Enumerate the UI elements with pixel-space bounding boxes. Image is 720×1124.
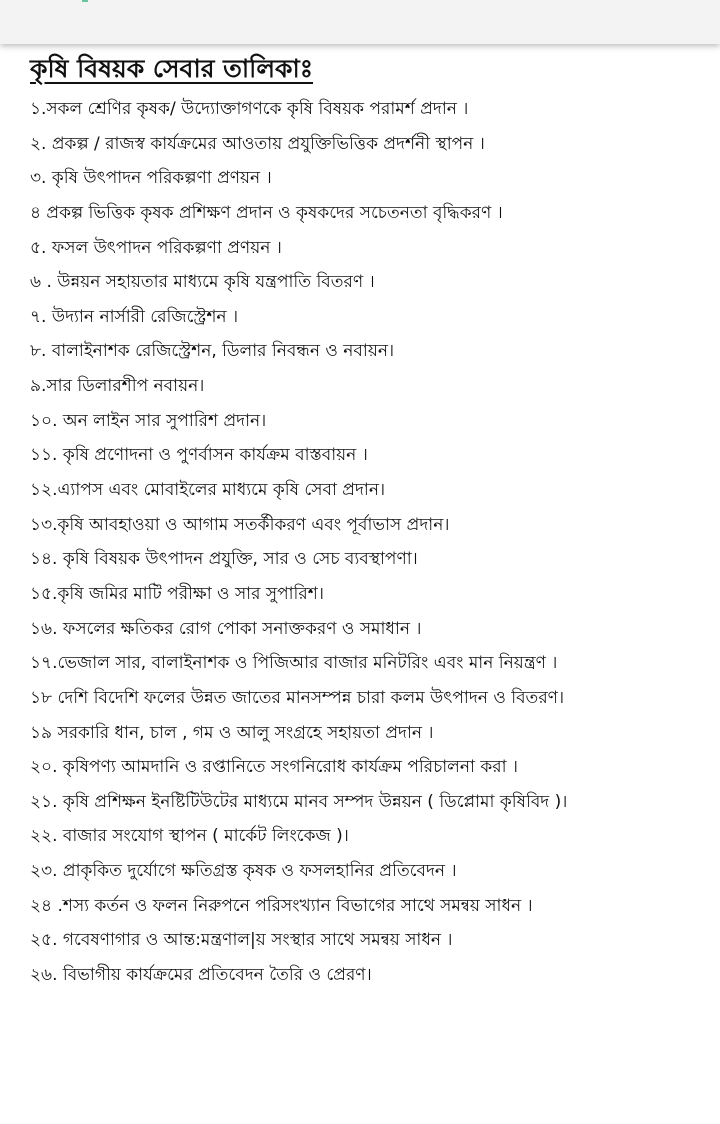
list-item: ২৬. বিভাগীয় কার্যক্রমের প্রতিবেদন তৈরি ও প্রেরণ। (30, 965, 372, 986)
document-content (30, 50, 714, 993)
list-item: ১১. কৃষি প্রণোদনা ও পুণর্বাসন কার্যক্রম বাস্তবায়ন । (30, 445, 368, 466)
list-item: ১৬. ফসলের ক্ষতিকর রোগ পোকা সনাক্তকরণ ও সমাধান । (30, 618, 422, 639)
list-item: ১৩.কৃষি আবহাওয়া ও আগাম সতর্কীকরণ এবং পূর্বাভাস প্রদান। (30, 514, 450, 535)
list-item: ৩. কৃষি উৎপাদন পরিকল্পণা প্রণয়ন । (30, 168, 272, 189)
list-item: ১.সকল শ্রেণির কৃষক/ উদ্যোক্তাগণকে কৃষি বিষয়ক পরামর্শ প্রদান । (30, 99, 469, 119)
accent-mark (82, 0, 88, 2)
list-item: ১০. অন লাইন সার সুপারিশ প্রদান। (30, 410, 267, 431)
list-item: ১৭.ভেজাল সার, বালাইনাশক ও পিজিআর বাজার মনিটরিং এবং মান নিয়ন্ত্রণ । (30, 653, 558, 674)
list-item: ২৩. প্রাকৃকিত দুর্যোগে ক্ষতিগ্রস্ত কৃষক ও ফসলহানির প্রতিবেদন । (30, 861, 457, 882)
list-item: ১২.এ্যাপস এবং মোবাইলের মাধ্যমে কৃষি সেবা প্রদান। (30, 480, 386, 501)
list-item: ২০. কৃষিপণ্য আমদানি ও রপ্তানিতে সংগনিরোধ কার্যক্রম পরিচালনা করা । (30, 757, 518, 778)
list-item: ১৯ সরকারি ধান, চাল , গম ও আলু সংগ্রহে সহায়তা প্রদান । (30, 722, 434, 743)
list-item: ১৪. কৃষি বিষয়ক উৎপাদন প্রযুক্তি, সার ও সেচ ব্যবস্থাপণা। (30, 549, 418, 570)
list-item: ২১. কৃষি প্রশিক্ষন ইনষ্টিটিউটের মাধ্যমে মানব সম্পদ উন্নয়ন ( ডিপ্লোমা কৃষিবিদ )। (30, 791, 568, 812)
list-item: ২৫. গবেষণাগার ও আন্ত:মন্ত্রণাল|য় সংস্থার সাথে সমন্বয় সাধন । (30, 930, 453, 951)
list-item: ৮. বালাইনাশক রেজিস্ট্রেশন, ডিলার নিবন্ধন ও নবায়ন। (30, 341, 395, 362)
document-title: কৃষি বিষয়ক সেবার তালিকাঃ (30, 54, 314, 83)
service-list (30, 92, 714, 993)
list-item: ৫. ফসল উৎপাদন পরিকল্পণা প্রণয়ন । (30, 237, 282, 258)
list-item: ১৫.কৃষি জমির মাটি পরীক্ষা ও সার সুপারিশ। (30, 583, 324, 604)
list-item: ৭. উদ্যান নার্সারী রেজিস্ট্রেশন । (30, 306, 239, 327)
list-item: ২. প্রকল্প / রাজস্ব কার্যক্রমের আওতায় প্রযুক্তিভিত্তিক প্রদর্শনী স্থাপন । (30, 133, 485, 154)
list-item: ২৪ .শস্য কর্তন ও ফলন নিরুপনে পরিসংখ্যান বিভাগের সাথে সমন্বয় সাধন । (30, 895, 533, 916)
list-item: ১৮ দেশি বিদেশি ফলের উন্নত জাতের মানসম্পন্ন চারা কলম উৎপাদন ও বিতরণ। (30, 687, 565, 708)
top-app-bar (0, 0, 720, 44)
list-item: ৪ প্রকল্প ভিত্তিক কৃষক প্রশিক্ষণ প্রদান ও কৃষকদের সচেতনতা বৃদ্ধিকরণ । (30, 202, 503, 223)
list-item: ২২. বাজার সংযোগ স্থাপন ( মার্কেট লিংকেজ )। (30, 826, 349, 847)
list-item: ৯.সার ডিলারশীপ নবায়ন। (30, 376, 205, 397)
list-item: ৬ . উন্নয়ন সহায়তার মাধ্যমে কৃষি যন্ত্রপাতি বিতরণ । (30, 272, 375, 293)
